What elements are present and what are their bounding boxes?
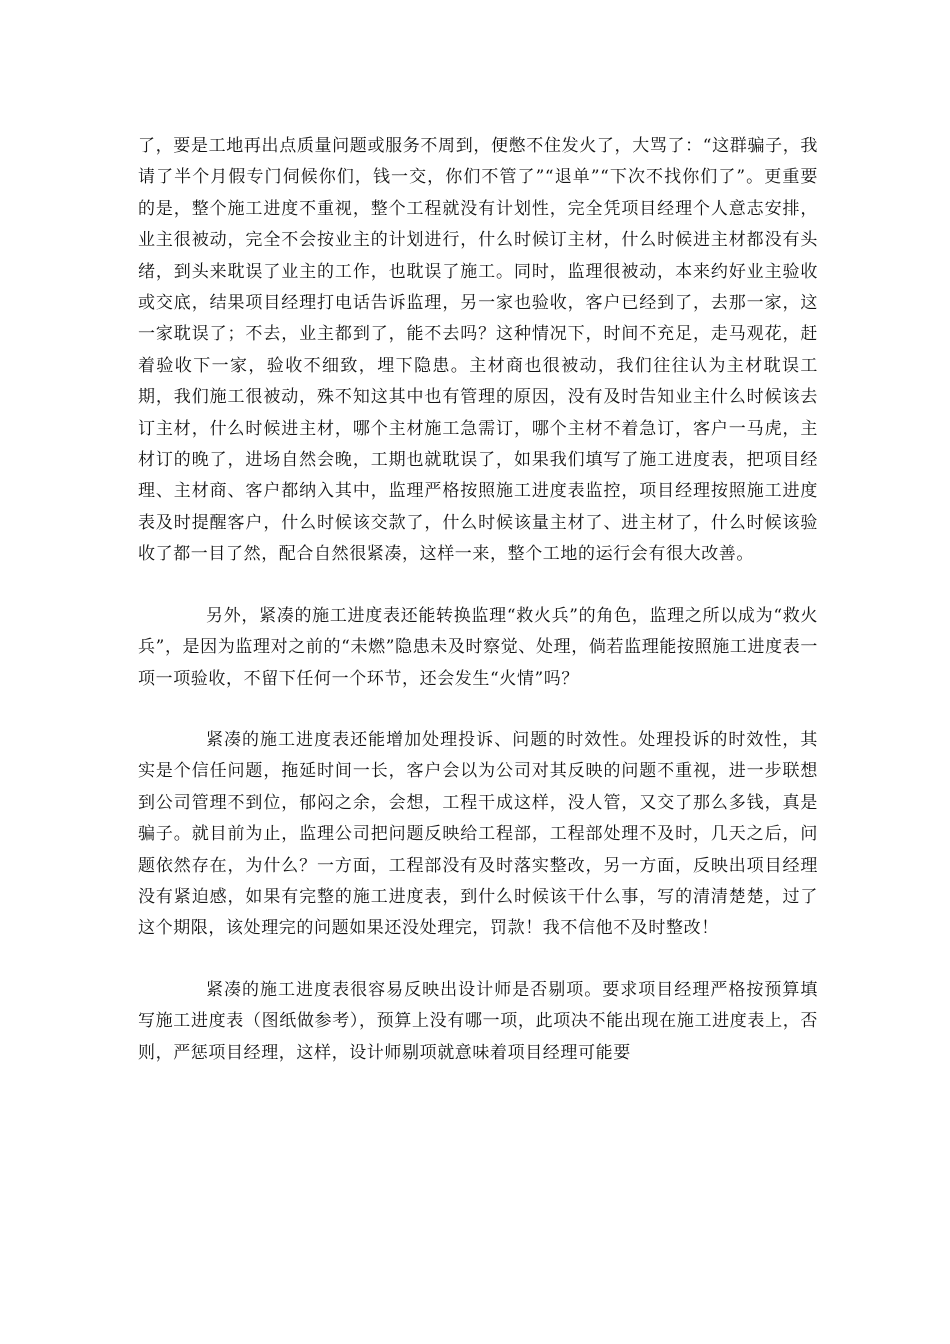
document-body bbox=[138, 131, 818, 1099]
paragraph-1: 了，要是工地再出点质量问题或服务不周到，便憋不住发火了，大骂了：“这群骗子，我请了半个月假专门伺候你们，钱一交，你们不管了”“退单”“下次不找你们了”。更重要的是，整个施工进度不重视，整个工程就没有计划性，完全凭项目经理个人意志安排，业主很被动，完全不会按业主的计划进行，什么时候订主材，什么时候进主材都没有头绪，到头来耽误了业主的工作，也耽误了施工。同时，监理很被动，本来约好业主验收或交底，结果项目经理打电话告诉监理，另一家也验收，客户已经到了，去那一家，这一家耽误了；不去，业主都到了，能不去吗？这种情况下，时间不充足，走马观花，赶着验收下一家，验收不细致，埋下隐患。主材商也很被动，我们往往认为主材耽误工期，我们施工很被动，殊不知这其中也有管理的原因，没有及时告知业主什么时候该去订主材，什么时候进主材，哪个主材施工急需订，哪个主材不着急订，客户一马虎，主材订的晚了，进场自然会晚，工期也就耽误了，如果我们填写了施工进度表，把项目经理、主材商、客户都纳入其中，监理严格按照施工进度表监控，项目经理按照施工进度表及时提醒客户，什么时候该交款了，什么时候该量主材了、进主材了，什么时候该验收了都一目了然，配合自然很紧凑，这样一来，整个工地的运行会有很大改善。 bbox=[138, 136, 818, 565]
paragraph-2: 另外，紧凑的施工进度表还能转换监理“救火兵”的角色，监理之所以成为“救火兵”，是因为监理对之前的“未燃”隐患未及时察觉、处理，倘若监理能按照施工进度表一项一项验收，不留下任何一个环节，还会发生“火情”吗？ bbox=[138, 605, 818, 689]
paragraph-3: 紧凑的施工进度表还能增加处理投诉、问题的时效性。处理投诉的时效性，其实是个信任问题，拖延时间一长，客户会以为公司对其反映的问题不重视，进一步联想到公司管理不到位，郁闷之余，会想，工程干成这样，没人管，又交了那么多钱，真是骗子。就目前为止，监理公司把问题反映给工程部，工程部处理不及时，几天之后，问题依然存在，为什么？一方面，工程部没有及时落实整改，另一方面，反映出项目经理没有紧迫感，如果有完整的施工进度表，到什么时候该干什么事，写的清清楚楚，过了这个期限，该处理完的问题如果还没处理完，罚款！我不信他不及时整改！ bbox=[138, 729, 818, 939]
paragraph-4: 紧凑的施工进度表很容易反映出设计师是否剔项。要求项目经理严格按预算填写施工进度表（图纸做参考），预算上没有哪一项，此项决不能出现在施工进度表上，否则，严惩项目经理，这样，设计师剔项就意味着项目经理可能要 bbox=[138, 979, 818, 1063]
